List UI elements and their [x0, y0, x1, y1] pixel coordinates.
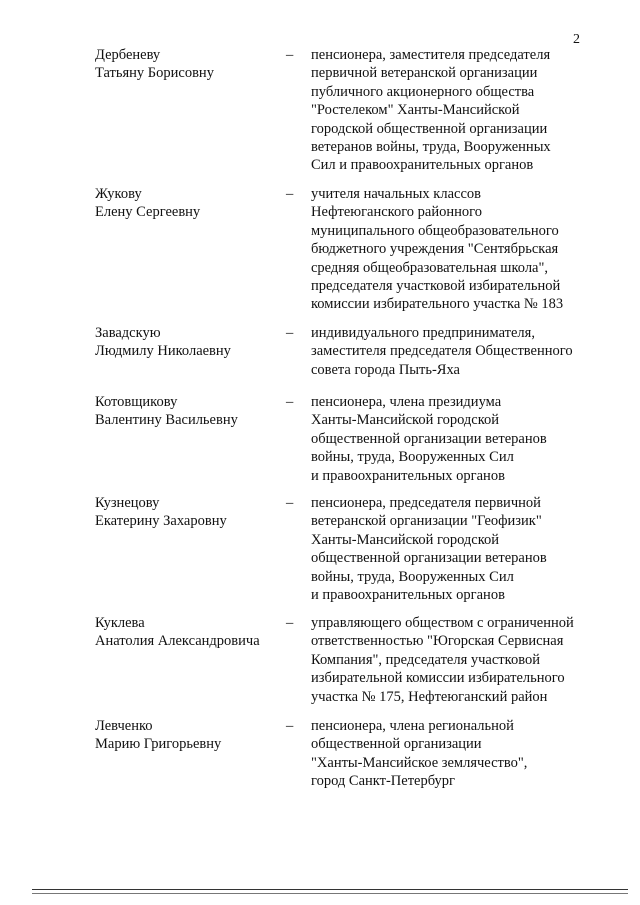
person-name: Левченко Марию Григорьевну [95, 718, 222, 753]
person-name: Котовщикову Валентину Васильевну [95, 394, 238, 429]
dash-separator: – [286, 186, 294, 202]
person-name: Завадскую Людмилу Николаевну [95, 325, 231, 360]
person-name: Жукову Елену Сергеевну [95, 186, 201, 221]
dash-separator: – [286, 495, 294, 511]
person-description: пенсионера, члена президиума Ханты-Мансийской городской общественной организации ветеранов войны, труда, Вооруженных Сил и правоохранительных органов [311, 394, 547, 484]
person-description: пенсионера, заместителя председателя первичной ветеранской организации публичного акционерного общества "Ростелеком" Ханты-Мансийской городской общественной организации ветеранов войны, труда, Вооруженных Сил и правоохранительных органов [311, 47, 551, 174]
dash-separator: – [286, 394, 294, 410]
person-name: Куклева Анатолия Александровича [95, 615, 260, 650]
page-number: 2 [573, 32, 580, 47]
person-description: учителя начальных классов Нефтеюганского районного муниципального общеобразовательного бюджетного учреждения "Сентябрьская средняя общеобразовательная школа", председателя участковой избирательной комиссии избирательного участка № 183 [311, 186, 564, 313]
person-description: пенсионера, председателя первичной ветеранской организации "Геофизик" Ханты-Мансийской городской общественной организации ветеранов войны, труда, Вооруженных Сил и правоохранительных органов [311, 495, 547, 604]
person-name: Кузнецову Екатерину Захаровну [95, 495, 227, 530]
person-description: пенсионера, члена региональной общественной организации "Ханты-Мансийское землячество", город Санкт-Петербург [311, 718, 528, 790]
dash-separator: – [286, 718, 294, 734]
dash-separator: – [286, 615, 294, 631]
page-bottom-rule-shadow [32, 893, 628, 894]
person-description: индивидуального предпринимателя, заместителя председателя Общественного совета города Пыть-Яха [311, 325, 573, 378]
person-description: управляющего обществом с ограниченной ответственностью "Югорская Сервисная Компания", председателя участковой избирательной комиссии избирательного участка № 175, Нефтеюганский район [311, 615, 574, 705]
person-name: Дербеневу Татьяну Борисовну [95, 47, 214, 82]
dash-separator: – [286, 325, 294, 341]
dash-separator: – [286, 47, 294, 63]
page-bottom-rule [32, 889, 628, 890]
